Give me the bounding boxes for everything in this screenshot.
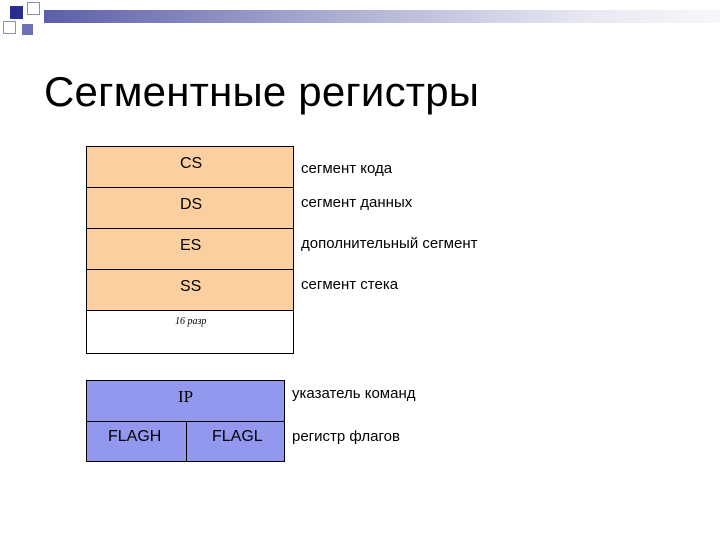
decor-square-dark	[10, 6, 23, 19]
register-cell-ds	[87, 188, 293, 229]
register-name: IP	[178, 387, 194, 406]
register-cell-es	[87, 229, 293, 270]
register-name: SS	[180, 278, 202, 295]
register-cell-ip	[87, 381, 284, 422]
decor-square-outline	[3, 21, 16, 34]
register-description-ds: сегмент данных	[301, 194, 413, 211]
slide-title: Сегментные регистры	[44, 68, 480, 115]
register-name: FLAGL	[212, 428, 263, 445]
register-size-cell	[87, 311, 293, 353]
register-cell-cs	[87, 147, 293, 188]
ip-flags-register-table	[86, 380, 285, 462]
decor-square-medium	[22, 24, 33, 35]
register-description-ss: сегмент стека	[301, 276, 399, 293]
decor-square-outline	[27, 2, 40, 15]
register-name: CS	[180, 155, 203, 172]
header-gradient-band	[44, 10, 720, 23]
register-description-es: дополнительный сегмент	[301, 235, 478, 252]
register-description-ip: указатель команд	[292, 385, 416, 402]
register-description-cs: сегмент кода	[301, 160, 393, 177]
register-size-label: 16 разр	[175, 316, 207, 327]
register-name: ES	[180, 237, 202, 254]
register-cell-flagl	[187, 422, 284, 461]
register-name: FLAGH	[108, 428, 162, 445]
register-cell-flagh	[87, 422, 187, 461]
register-description-flags: регистр флагов	[292, 428, 400, 445]
register-name: DS	[180, 196, 203, 213]
register-cell-ss	[87, 270, 293, 311]
segment-register-table	[86, 146, 294, 354]
